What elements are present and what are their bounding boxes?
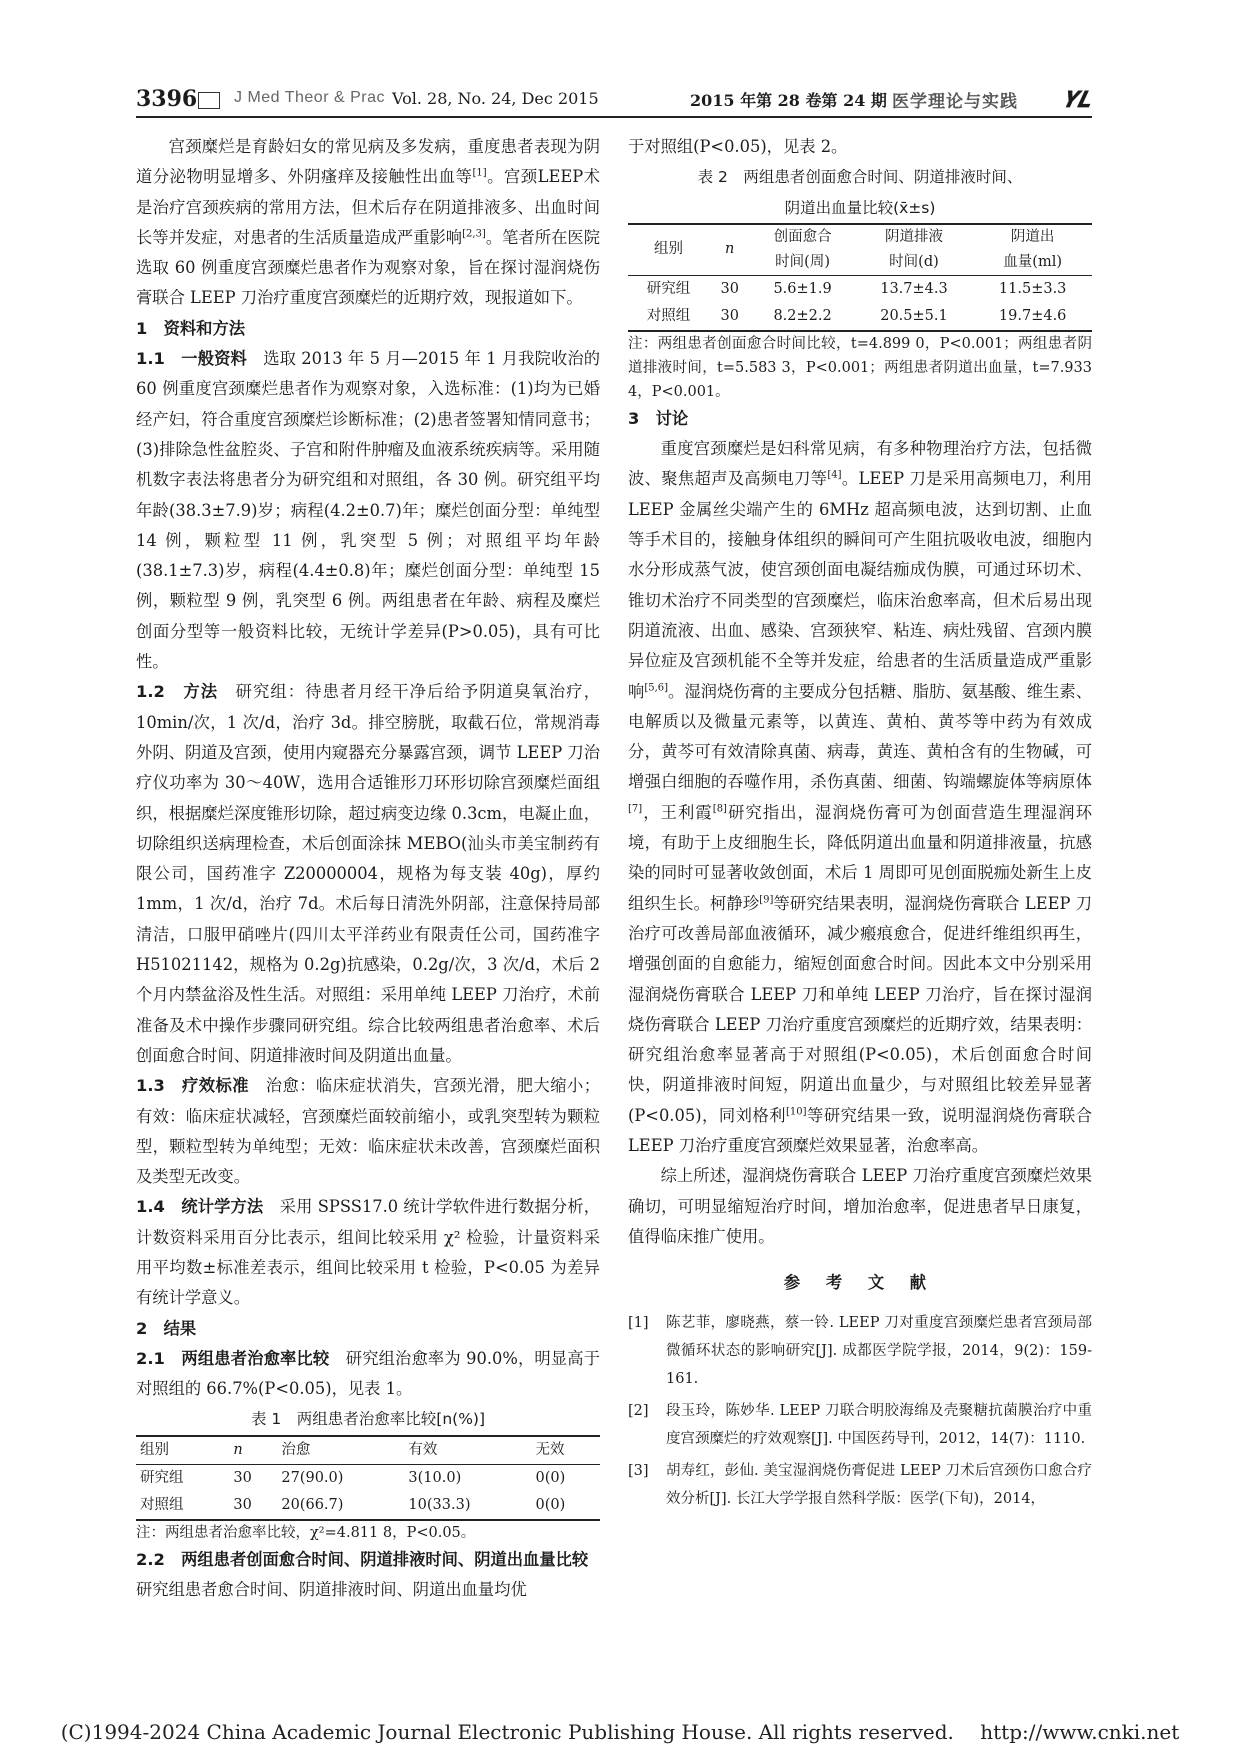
- subsection-healing-time: 2.2 两组患者创面愈合时间、阴道排液时间、阴道出血量比较 研究组患者愈合时间、阴道排液时间、阴道出血量均优: [136, 1549, 605, 1600]
- journal-name-en: J Med Theor & Prac: [234, 89, 385, 106]
- discussion-paragraph: 重度宫颈糜烂是妇科常见病，有多种物理治疗方法，包括微波、聚焦超声及高频电刀等[4]。LEEP 刀是采用高频电刀，利用 LEEP 金属丝尖端产生的 6MHz 超高频电波，达到切割、止血等手术目的，接触身体组织的瞬间可产生阻抗吸收电波，细胞内水分形成蒸气波，使宫颈创面电凝结痂成伪膜，可通过环切术、锥切术治疗不同类型的宫颈糜烂，临床治愈率高，但术后易出现阴道流液、出血、感染、宫颈狭窄、粘连、病灶残留、宫颈内膜异位症及宫颈机能不全等并发症，给患者的生活质量造成严重影响[5,6]。湿润烧伤膏的主要成分包括糖、脂肪、氨基酸、维生素、电解质以及微量元素等，以黄连、黄柏、黄芩等中药为有效成分，黄芩可有效清除真菌、病毒，黄连、黄柏含有的生物碱，可增强白细胞的吞噬作用，杀伤真菌、细菌、钩端螺旋体等病原体[7]，王利霞[8]研究指出，湿润烧伤膏可为创面营造生理湿润环境，有助于上皮细胞生长，降低阴道出血量和阴道排液量，抗感染的同时可显著收敛创面，术后 1 周即可见创面脱痂处新生上皮组织生长。柯静珍[9]等研究结果表明，湿润烧伤膏联合 LEEP 刀治疗可改善局部血液循环，减少瘢痕愈合，促进纤维组织再生，增强创面的自愈能力，缩短创面愈合时间。因此本文中分别采用湿润烧伤膏联合 LEEP 刀和单纯 LEEP 刀治疗，旨在探讨湿润烧伤膏联合 LEEP 刀治疗重度宫颈糜烂的近期疗效，结果表明：研究组治愈率显著高于对照组(P<0.05)，术后创面愈合时间快，阴道排液时间短，阴道出血量少，与对照组比较差异显著(P<0.05)，同刘格利[10]等研究结果一致，说明湿润烧伤膏联合 LEEP 刀治疗重度宫颈糜烂效果显著，治愈率高。: [628, 439, 1092, 1156]
- table-cell: 30: [233, 1496, 252, 1513]
- table-cell: 13.7±4.3: [880, 280, 948, 297]
- table-cell: 20.5±5.1: [880, 307, 948, 324]
- table-row: [136, 1492, 600, 1520]
- table-cell: 研究组: [140, 1469, 184, 1486]
- page-number: 3396: [136, 86, 198, 112]
- table-cell: 30: [233, 1469, 252, 1486]
- subsection-statistics: 1.4 统计学方法 采用 SPSS17.0 统计学软件进行数据分析，计数资料采用百分比表示，组间比较采用 χ² 检验，计量资料采用平均数±标准差表示，组间比较采用 t 检验，P<0.05 为差异有统计学意义。: [136, 1197, 600, 1308]
- table-cell: 研究组: [646, 280, 691, 297]
- table-cell: 19.7±4.6: [998, 307, 1067, 324]
- header-rule: [136, 116, 1092, 118]
- table2: [628, 223, 1092, 332]
- copyright-footer: (C)1994-2024 China Academic Journal Electronic Publishing House. All rights reserved. http://www.cnki.net: [60, 1720, 1180, 1744]
- table-cell: 20(66.7): [281, 1496, 344, 1513]
- continued-text: 于对照组(P<0.05)，见表 2。: [628, 137, 848, 156]
- reference-item: [2] 段玉玲，陈妙华. LEEP 刀联合明胶海绵及壳聚糖抗菌膜治疗中重度宫颈糜烂的疗效观察[J]. 中国医药导刊，2012，14(7)：1110.: [628, 1402, 1092, 1447]
- table2-header-group: 组别: [628, 224, 709, 276]
- table2-header-heal-unit: 时间(周): [751, 250, 855, 276]
- table-cell: 0(0): [535, 1469, 566, 1486]
- journal-name-cn: 医学理论与实践: [892, 92, 1018, 112]
- table2-header-heal: 创面愈合: [773, 228, 832, 245]
- table1: [136, 1435, 600, 1521]
- section-heading-discussion: 3 讨论: [628, 408, 689, 428]
- table2-header-drain: 阴道排液: [884, 228, 943, 245]
- table1-header: 治愈: [277, 1436, 404, 1465]
- table-cell: 对照组: [646, 307, 691, 324]
- left-column: [136, 132, 605, 1605]
- subsection-method: 1.2 方法 研究组：待患者月经干净后给予阴道臭氧治疗，10min/次，1 次/d，治疗 3d。排空膀胱，取截石位，常规消毒外阴、阴道及宫颈，使用内窥器充分暴露宫颈，调节 LEEP 刀治疗仪功率为 30～40W，选用合适锥形刀环形切除宫颈糜烂面组织，根据糜烂深度锥形切除，超过病变边缘 0.3cm，电凝止血，切除组织送病理检查，术后创面涂抹 MEBO(汕头市美宝制药有限公司，国药准字 Z20000004，规格为每支装 40g)，厚约 1mm，1 次/d，治疗 7d。术后每日清洗外阴部，注意保持局部清洁，口服甲硝唑片(四川太平洋药业有限责任公司，国药准字 H51021142，规格为 0.2g)抗感染，0.2g/次，3 次/d，术后 2 个月内禁盆浴及性生活。对照组：采用单纯 LEEP 刀治疗，术前准备及术中操作步骤同研究组。综合比较两组患者治愈率、术后创面愈合时间、阴道排液时间及阴道出血量。: [136, 682, 600, 1065]
- table2-caption-line2: 阴道出血量比较(x̄±s): [784, 198, 936, 217]
- table-cell: 0(0): [535, 1496, 566, 1513]
- section-heading-methods: 1 资料和方法: [136, 318, 246, 338]
- table-cell: 8.2±2.2: [773, 307, 832, 324]
- journal-issue-cn: 2015 年第 28 卷第 24 期: [690, 91, 887, 110]
- table-row: [628, 275, 1092, 303]
- subsection-general-data: 1.1 一般资料 选取 2013 年 5 月—2015 年 1 月我院收治的 60 例重度宫颈糜烂患者作为观察对象，入选标准：(1)均为已婚经产妇，符合重度宫颈糜烂诊断标准；(2)患者签署知情同意书；(3)排除急性盆腔炎、子宫和附件肿瘤及血液系统疾病等。采用随机数字表法将患者分为研究组和对照组，各 30 例。研究组平均年龄(38.3±7.9)岁；病程(4.2±0.7)年；糜烂创面分型：单纯型 14 例，颗粒型 11 例，乳突型 5 例；对照组平均年龄(38.1±7.3)岁，病程(4.4±0.8)年；糜烂创面分型：单纯型 15 例，颗粒型 9 例，乳突型 6 例。两组患者在年龄、病程及糜烂创面分型等一般资料比较，无统计学差异(P>0.05)，具有可比性。: [136, 349, 600, 672]
- table1-header: n: [229, 1436, 277, 1465]
- subsection-cure-rate: 2.1 两组患者治愈率比较 研究组治愈率为 90.0%，明显高于对照组的 66.7%(P<0.05)，见表 1。: [136, 1348, 601, 1399]
- table-cell: 11.5±3.3: [998, 280, 1067, 297]
- subsection-criteria: 1.3 疗效标准 治愈：临床症状消失，宫颈光滑，肥大缩小；有效：临床症状减轻，宫颈糜烂面较前缩小，或乳突型转为颗粒型，颗粒型转为单纯型；无效：临床症状未改善，宫颈糜烂面积及类型无改变。: [136, 1076, 600, 1187]
- table2-header-drain-unit: 时间(d): [855, 250, 974, 276]
- table1-header: 组别: [136, 1436, 229, 1465]
- running-header: [136, 86, 1092, 116]
- table2-caption-line1: 表 2 两组患者创面愈合时间、阴道排液时间、: [697, 168, 1023, 187]
- table-cell: 3(10.0): [408, 1469, 462, 1486]
- right-column: [628, 132, 1092, 1517]
- table2-note: 注：两组患者创面愈合时间比较，t=4.899 0，P<0.001；两组患者阴道排液时间，t=5.583 3，P<0.001；两组患者阴道出血量，t=7.933 4，P<0.001。: [628, 335, 1092, 400]
- references-heading: 参 考 文 献: [783, 1273, 937, 1293]
- table1-note: 注：两组患者治愈率比较，χ²=4.811 8，P<0.05。: [136, 1524, 476, 1541]
- table-cell: 对照组: [140, 1496, 184, 1513]
- table-cell: 30: [720, 280, 739, 297]
- table1-header: 有效: [404, 1436, 531, 1465]
- conclusion-paragraph: 综上所述，湿润烧伤膏联合 LEEP 刀治疗重度宫颈糜烂效果确切，可明显缩短治疗时间，增加治愈率，促进患者早日康复，值得临床推广使用。: [628, 1166, 1092, 1246]
- reference-item: [1] 陈艺菲，廖晓燕，蔡一铃. LEEP 刀对重度宫颈糜烂患者宫颈局部微循环状态的影响研究[J]. 成都医学院学报，2014，9(2)：159-161.: [628, 1314, 1092, 1387]
- table2-header-blood: 阴道出: [1010, 228, 1055, 245]
- section-heading-results: 2 结果: [136, 1318, 197, 1338]
- header-box-mark: [198, 92, 220, 109]
- table-row: [628, 303, 1092, 331]
- table-row: [136, 1464, 600, 1492]
- table2-header-blood-unit: 血量(ml): [973, 250, 1092, 276]
- journal-logo: 𝒀𝑳: [1064, 87, 1091, 112]
- reference-item: [3] 胡寿红，彭仙. 美宝湿润烧伤膏促进 LEEP 刀术后宫颈伤口愈合疗效分析[J]. 长江大学学报自然科学版：医学(下旬)，2014，: [628, 1462, 1092, 1507]
- intro-paragraph: 宫颈糜烂是育龄妇女的常见病及多发病，重度患者表现为阴道分泌物明显增多、外阴瘙痒及接触性出血等[1]。宫颈LEEP术是治疗宫颈疾病的常用方法，但术后存在阴道排液多、出血时间长等并发症，对患者的生活质量造成严重影响[2,3]。笔者所在医院选取 60 例重度宫颈糜烂患者作为观察对象，旨在探讨湿润烧伤膏联合 LEEP 刀治疗重度宫颈糜烂的近期疗效，现报道如下。: [136, 137, 600, 308]
- table2-header-n: n: [709, 224, 751, 276]
- table1-header: 无效: [531, 1436, 600, 1465]
- table-cell: 30: [720, 307, 739, 324]
- table-cell: 10(33.3): [408, 1496, 471, 1513]
- journal-volume: Vol. 28, No. 24, Dec 2015: [392, 89, 599, 108]
- table-cell: 27(90.0): [281, 1469, 344, 1486]
- table-cell: 5.6±1.9: [773, 280, 832, 297]
- table1-caption: 表 1 两组患者治愈率比较[n(%)]: [250, 1410, 486, 1429]
